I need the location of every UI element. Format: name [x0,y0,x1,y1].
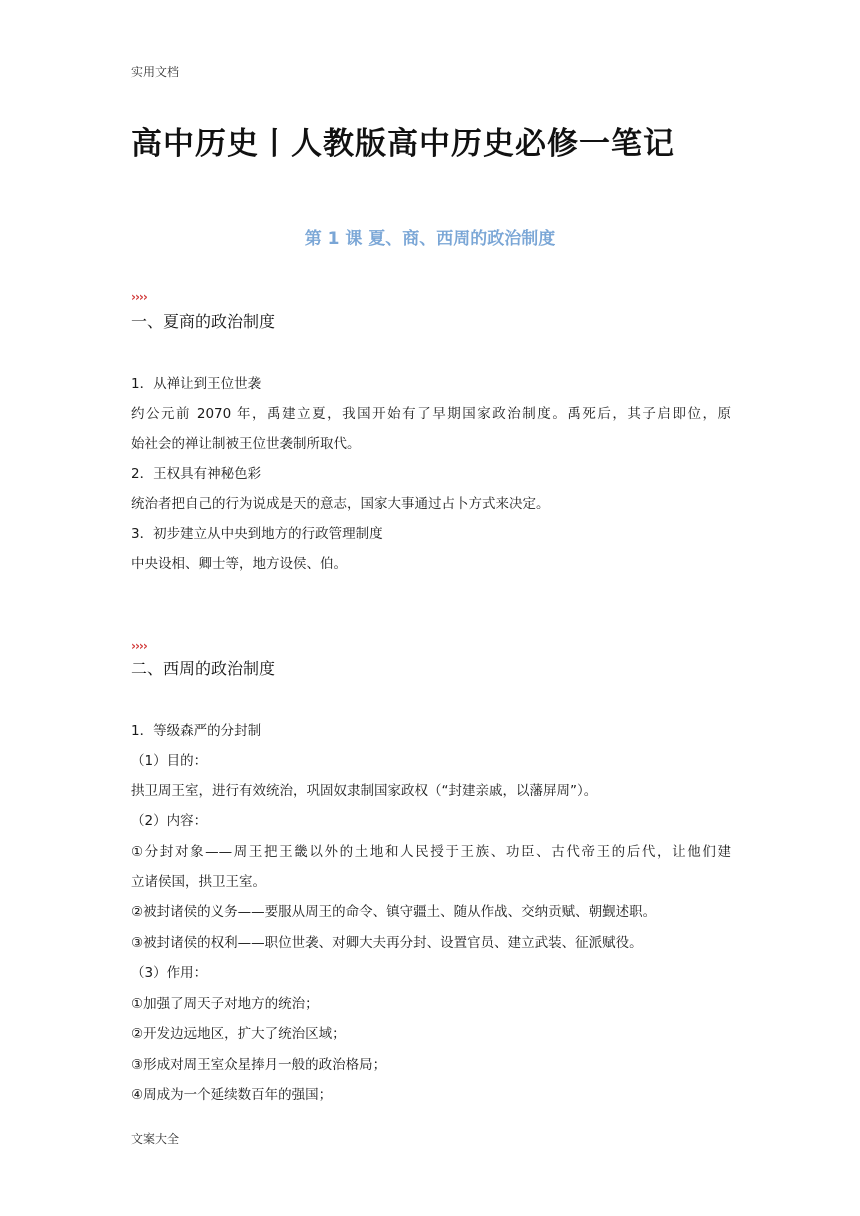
paragraph-line: 2．王权具有神秘色彩 [131,466,262,482]
page-header-label: 实用文档 [131,65,180,79]
paragraph-line: ④周成为一个延续数百年的强国； [131,1087,333,1103]
page-footer-label: 文案大全 [131,1132,180,1146]
paragraph-line: ①分封对象——周王把王畿以外的土地和人民授于王族、功臣、古代帝王的后代，让他们建 [131,844,731,860]
paragraph-line: ②被封诸侯的义务——要服从周王的命令、镇守疆土、随从作战、交纳贡赋、朝觐述职。 [131,904,657,920]
paragraph-line: ②开发边远地区，扩大了统治区域； [131,1026,346,1042]
section-marker-icon: ›››› [131,290,147,304]
paragraph-line: ③形成对周王室众星捧月一般的政治格局； [131,1057,387,1073]
paragraph-line: ①加强了周天子对地方的统治； [131,996,319,1012]
paragraph-line: 始社会的禅让制被王位世袭制所取代。 [131,436,361,452]
section-heading-xia-shang: 一、夏商的政治制度 [131,312,276,331]
paragraph-line: 3．初步建立从中央到地方的行政管理制度 [131,526,383,542]
section-heading-western-zhou: 二、西周的政治制度 [131,659,276,678]
lesson-title: 第 1 课 夏、商、西周的政治制度 [304,229,556,249]
paragraph-line: 1．从禅让到王位世袭 [131,376,262,392]
paragraph-line: （3）作用： [131,965,208,981]
paragraph-line: 统治者把自己的行为说成是天的意志，国家大事通过占卜方式来决定。 [131,496,550,512]
paragraph-line: 中央设相、卿士等，地方设侯、伯。 [131,556,347,572]
paragraph-line: （1）目的： [131,753,208,769]
document-title: 高中历史丨人教版高中历史必修一笔记 [131,126,675,162]
paragraph-line: （2）内容： [131,813,208,829]
paragraph-line: 拱卫周王室，进行有效统治，巩固奴隶制国家政权（“封建亲戚，以藩屏周”）。 [131,783,598,799]
paragraph-line: 立诸侯国，拱卫王室。 [131,874,266,890]
section-marker-icon: ›››› [131,639,147,653]
paragraph-line: ③被封诸侯的权利——职位世袭、对卿大夫再分封、设置官员、建立武装、征派赋役。 [131,935,643,951]
paragraph-line: 1．等级森严的分封制 [131,723,262,739]
paragraph-line: 约公元前 2070 年，禹建立夏，我国开始有了早期国家政治制度。禹死后，其子启即位，原 [131,406,731,422]
